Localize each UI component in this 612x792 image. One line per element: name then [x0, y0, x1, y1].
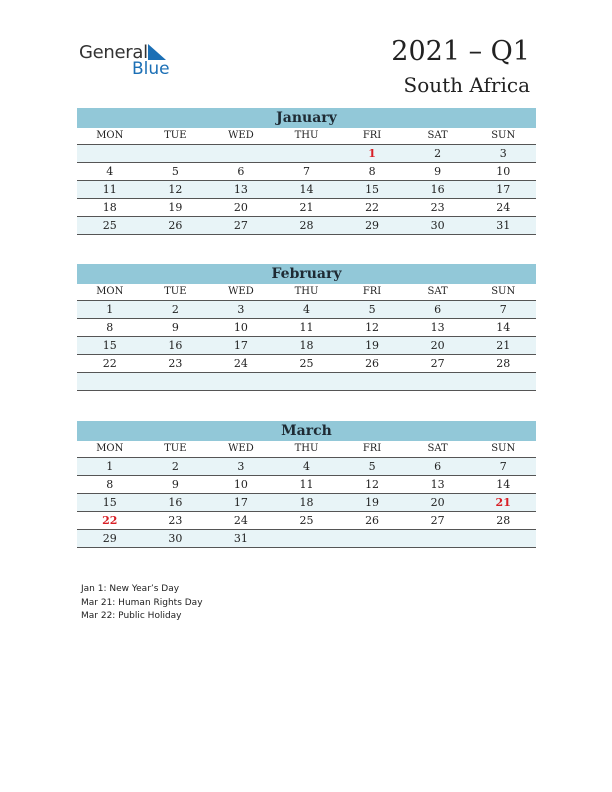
day-cell: 28	[496, 514, 511, 527]
day-cell: 25	[299, 514, 314, 527]
day-cell: 1	[106, 460, 114, 473]
day-cell: 9	[171, 321, 179, 334]
empty-day-cell	[405, 373, 471, 390]
weekday-label: SUN	[491, 130, 516, 141]
day-cell: 7	[302, 165, 310, 178]
day-cell: 8	[106, 478, 114, 491]
day-cell: 14	[496, 321, 511, 334]
day-cell: 5	[368, 460, 376, 473]
day-cell: 29	[365, 219, 380, 232]
logo-blue-text: Blue	[132, 59, 170, 79]
weekday-label: MON	[96, 443, 124, 454]
weekday-label: THU	[294, 286, 319, 297]
day-cell: 12	[168, 183, 183, 196]
day-cell: 17	[496, 183, 511, 196]
empty-day-cell	[405, 530, 471, 547]
day-cell: 10	[233, 478, 248, 491]
day-cell: 26	[365, 514, 380, 527]
week-row	[77, 319, 536, 337]
day-cell: 25	[299, 357, 314, 370]
day-cell: 31	[496, 219, 511, 232]
week-row	[77, 494, 536, 512]
day-cell: 6	[434, 303, 442, 316]
week-row	[77, 217, 536, 235]
weekday-label: THU	[294, 443, 319, 454]
weekday-label: TUE	[164, 443, 187, 454]
day-cell: 16	[168, 339, 183, 352]
day-cell: 4	[302, 460, 310, 473]
empty-day-cell	[208, 373, 274, 390]
week-row	[77, 512, 536, 530]
empty-day-cell	[77, 373, 143, 390]
day-cell: 19	[365, 339, 380, 352]
weekday-label: MON	[96, 286, 124, 297]
day-cell: 26	[365, 357, 380, 370]
week-row	[77, 181, 536, 199]
day-cell: 4	[302, 303, 310, 316]
day-cell: 2	[171, 460, 179, 473]
day-cell: 23	[168, 357, 183, 370]
weekday-label: TUE	[164, 286, 187, 297]
weekday-label: SUN	[491, 286, 516, 297]
day-cell: 9	[171, 478, 179, 491]
day-cell: 13	[233, 183, 248, 196]
weekday-header-row	[77, 441, 536, 458]
weekday-label: MON	[96, 130, 124, 141]
day-cell: 11	[299, 321, 314, 334]
weekday-label: FRI	[362, 286, 382, 297]
day-cell: 13	[430, 321, 445, 334]
day-cell: 20	[430, 339, 445, 352]
day-cell: 27	[233, 219, 248, 232]
day-cell: 12	[365, 478, 380, 491]
week-row	[77, 145, 536, 163]
day-cell: 6	[434, 460, 442, 473]
empty-day-cell	[274, 530, 340, 547]
day-cell: 21	[299, 201, 314, 214]
week-row	[77, 476, 536, 494]
day-cell: 16	[430, 183, 445, 196]
empty-day-cell	[274, 145, 340, 162]
day-cell: 3	[499, 147, 507, 160]
day-cell: 9	[434, 165, 442, 178]
month-march	[77, 421, 536, 548]
day-cell: 7	[499, 303, 507, 316]
day-cell: 16	[168, 496, 183, 509]
day-cell: 3	[237, 460, 245, 473]
empty-day-cell	[339, 373, 405, 390]
weekday-label: SAT	[427, 130, 448, 141]
day-cell: 1	[106, 303, 114, 316]
weekday-label: WED	[228, 130, 254, 141]
weekday-label: TUE	[164, 130, 187, 141]
holiday-note: Mar 22: Public Holiday	[81, 611, 182, 621]
empty-day-cell	[339, 530, 405, 547]
day-cell: 2	[171, 303, 179, 316]
weekday-header-row	[77, 128, 536, 145]
day-cell: 28	[299, 219, 314, 232]
day-cell: 14	[299, 183, 314, 196]
day-cell: 12	[365, 321, 380, 334]
day-cell: 23	[168, 514, 183, 527]
empty-day-cell	[274, 373, 340, 390]
empty-day-cell	[143, 373, 209, 390]
day-cell: 4	[106, 165, 114, 178]
weekday-label: WED	[228, 286, 254, 297]
day-cell: 2	[434, 147, 442, 160]
day-cell: 17	[233, 339, 248, 352]
week-row	[77, 337, 536, 355]
logo-triangle-icon	[148, 44, 166, 60]
empty-day-cell	[208, 145, 274, 162]
day-cell: 23	[430, 201, 445, 214]
week-row	[77, 163, 536, 181]
day-cell: 15	[102, 339, 117, 352]
week-row	[77, 301, 536, 319]
day-cell: 24	[233, 514, 248, 527]
day-cell: 28	[496, 357, 511, 370]
day-cell: 17	[233, 496, 248, 509]
day-cell: 8	[106, 321, 114, 334]
day-cell: 21	[495, 496, 511, 509]
empty-day-cell	[77, 145, 143, 162]
weekday-label: FRI	[362, 443, 382, 454]
weekday-label: SAT	[427, 286, 448, 297]
day-cell: 13	[430, 478, 445, 491]
weekday-label: WED	[228, 443, 254, 454]
day-cell: 19	[168, 201, 183, 214]
day-cell: 30	[168, 532, 183, 545]
empty-day-cell	[470, 373, 536, 390]
logo-general-text: General	[79, 42, 148, 63]
week-row	[77, 458, 536, 476]
weekday-header-row	[77, 284, 536, 301]
day-cell: 10	[233, 321, 248, 334]
day-cell: 7	[499, 460, 507, 473]
day-cell: 25	[102, 219, 117, 232]
month-name: March	[77, 421, 536, 441]
day-cell: 15	[102, 496, 117, 509]
week-row	[77, 199, 536, 217]
week-row	[77, 373, 536, 391]
holiday-note: Mar 21: Human Rights Day	[81, 597, 203, 608]
month-name: February	[77, 264, 536, 284]
day-cell: 18	[299, 496, 314, 509]
week-row	[77, 530, 536, 548]
day-cell: 5	[368, 303, 376, 316]
day-cell: 22	[102, 514, 118, 527]
generalblue-logo	[79, 42, 179, 82]
day-cell: 29	[102, 532, 117, 545]
day-cell: 24	[233, 357, 248, 370]
day-cell: 1	[368, 147, 376, 160]
day-cell: 21	[496, 339, 511, 352]
day-cell: 14	[496, 478, 511, 491]
day-cell: 22	[365, 201, 380, 214]
empty-day-cell	[143, 145, 209, 162]
month-february	[77, 264, 536, 391]
weekday-label: SUN	[491, 443, 516, 454]
country-name: South Africa	[403, 73, 530, 97]
weekday-label: FRI	[362, 130, 382, 141]
holiday-note: Jan 1: New Year’s Day	[81, 584, 180, 594]
holiday-notes	[81, 583, 203, 624]
day-cell: 10	[496, 165, 511, 178]
weekday-label: THU	[294, 130, 319, 141]
day-cell: 27	[430, 357, 445, 370]
day-cell: 6	[237, 165, 245, 178]
month-january	[77, 108, 536, 235]
day-cell: 19	[365, 496, 380, 509]
weekday-label: SAT	[427, 443, 448, 454]
week-row	[77, 355, 536, 373]
day-cell: 5	[171, 165, 179, 178]
day-cell: 11	[299, 478, 314, 491]
day-cell: 15	[365, 183, 380, 196]
day-cell: 8	[368, 165, 376, 178]
day-cell: 3	[237, 303, 245, 316]
day-cell: 26	[168, 219, 183, 232]
day-cell: 22	[102, 357, 117, 370]
day-cell: 20	[233, 201, 248, 214]
day-cell: 20	[430, 496, 445, 509]
day-cell: 30	[430, 219, 445, 232]
day-cell: 27	[430, 514, 445, 527]
day-cell: 11	[102, 183, 117, 196]
day-cell: 18	[102, 201, 117, 214]
page-title: 2021 – Q1	[391, 36, 530, 67]
empty-day-cell	[470, 530, 536, 547]
month-name: January	[77, 108, 536, 128]
day-cell: 24	[496, 201, 511, 214]
day-cell: 18	[299, 339, 314, 352]
day-cell: 31	[233, 532, 248, 545]
